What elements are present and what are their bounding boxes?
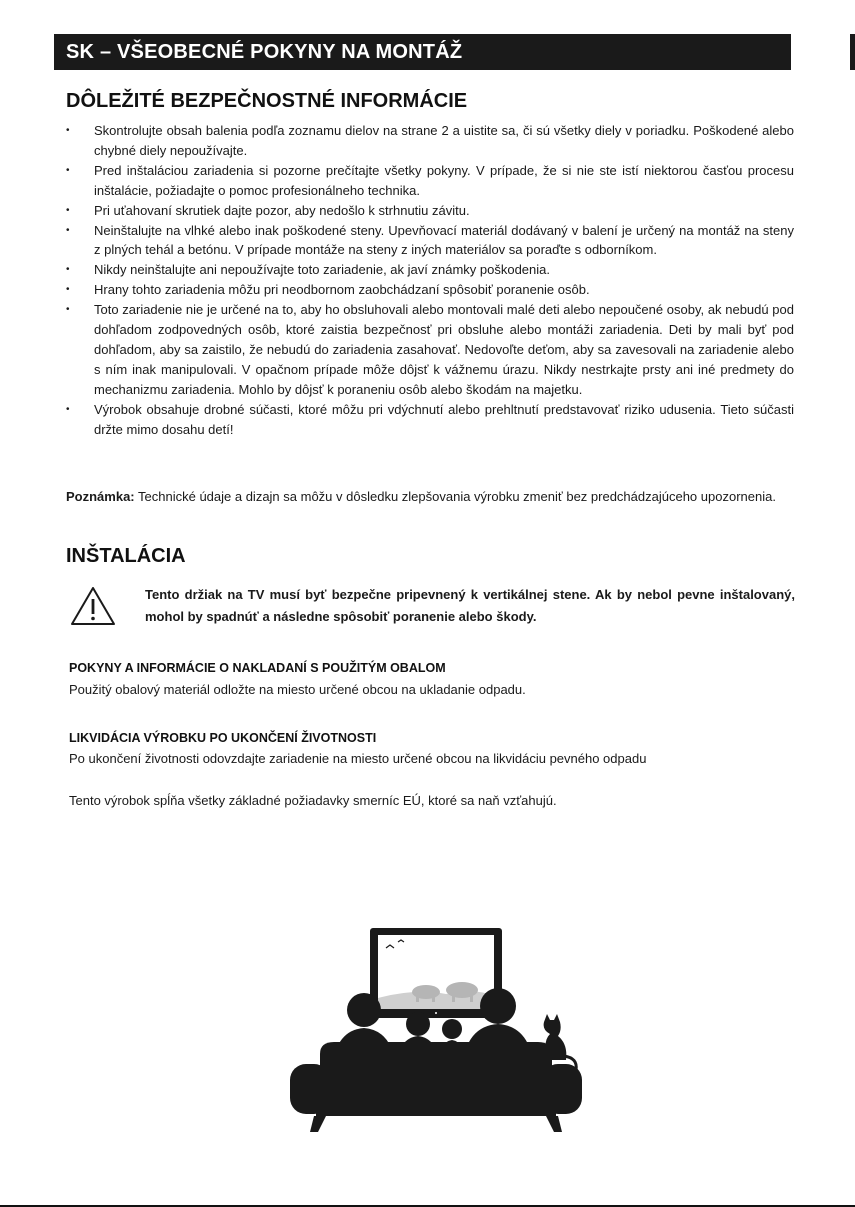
safety-item: • Neinštalujte na vlhké alebo inak poškodené steny. Upevňovací materiál dodávaný v balení je určený na montáž na steny z plných tehál a betónu. V prípade montáže na steny z iných materiálov sa poraďte s odborníkom. xyxy=(66,221,794,261)
packaging-heading: POKYNY A INFORMÁCIE O NAKLADANÍ S POUŽITÝM OBALOM xyxy=(69,661,446,675)
note-label: Poznámka: xyxy=(66,489,135,504)
header-bar xyxy=(54,34,791,70)
safety-item: • Pri uťahovaní skrutiek dajte pozor, aby nedošlo k strhnutiu závitu. xyxy=(66,201,794,221)
safety-item: • Pred inštaláciou zariadenia si pozorne prečítajte všetky pokyny. V prípade, že si nie ste istí niektorou časťou procesu inštalácie, požiadajte o pomoc profesionálneho technika. xyxy=(66,161,794,201)
disposal-heading: LIKVIDÁCIA VÝROBKU PO UKONČENÍ ŽIVOTNOSTI xyxy=(69,731,377,745)
compliance-text: Tento výrobok spĺňa všetky základné požiadavky smerníc EÚ, ktoré sa naň vzťahujú. xyxy=(69,793,557,808)
safety-list xyxy=(66,121,794,440)
safety-item: • Nikdy neinštalujte ani nepoužívajte toto zariadenie, ak javí známky poškodenia. xyxy=(66,260,794,280)
warning-text: Tento držiak na TV musí byť bezpečne pripevnený k vertikálnej stene. Ak by nebol pevne inštalovaný, mohol by spadnúť a následne spôsobiť poranenie alebo škody. xyxy=(145,587,795,624)
note-paragraph xyxy=(66,487,794,507)
installation-heading: INŠTALÁCIA xyxy=(66,545,186,567)
safety-item: • Výrobok obsahuje drobné súčasti, ktoré môžu pri vdýchnutí alebo prehltnutí predstavovať riziko udusenia. Tieto súčasti držte mimo dosahu detí! xyxy=(66,400,794,440)
warning-triangle-icon xyxy=(70,586,116,626)
note-text: Technické údaje a dizajn sa môžu v dôsledku zlepšovania výrobku zmeniť bez predchádzajúceho upozornenia. xyxy=(134,489,776,504)
packaging-text: Použitý obalový materiál odložte na miesto určené obcou na ukladanie odpadu. xyxy=(69,682,526,697)
edge-mark xyxy=(850,34,855,70)
safety-item: • Toto zariadenie nie je určené na to, aby ho obsluhovali alebo montovali malé deti alebo nepoučené osoby, ak nebudú pod dohľadom zodpovedných osôb, ktoré zaistia bezpečnosť pri obsluhe alebo montáži zariadenia. Deti by mali byť pod dohľadom, aby sa zaistilo, že nebudú do zariadenia zasahovať. Nedovoľte deťom, aby sa zavesovali na zariadenie alebo s ním inak manipulovali. V opačnom prípade môže dôjsť k vážnemu úrazu. Nikdy nestrkajte prsty ani iné predmety do mechanizmu zariadenia. Mohlo by dôjsť k poraneniu osôb alebo škodám na majetku. xyxy=(66,300,794,400)
disposal-text: Po ukončení životnosti odovzdajte zariadenie na miesto určené obcou na likvidáciu pevného odpadu xyxy=(69,751,647,766)
safety-heading: DÔLEŽITÉ BEZPEČNOSTNÉ INFORMÁCIE xyxy=(66,90,468,112)
page-title: SK – VŠEOBECNÉ POKYNY NA MONTÁŽ xyxy=(66,41,463,63)
family-watching-tv-illustration xyxy=(286,918,586,1138)
safety-item: • Skontrolujte obsah balenia podľa zoznamu dielov na strane 2 a uistite sa, či sú všetky diely v poriadku. Poškodené alebo chybné diely nepoužívajte. xyxy=(66,121,794,161)
safety-item: • Hrany tohto zariadenia môžu pri neodbornom zaobchádzaní spôsobiť poranenie osôb. xyxy=(66,280,794,300)
